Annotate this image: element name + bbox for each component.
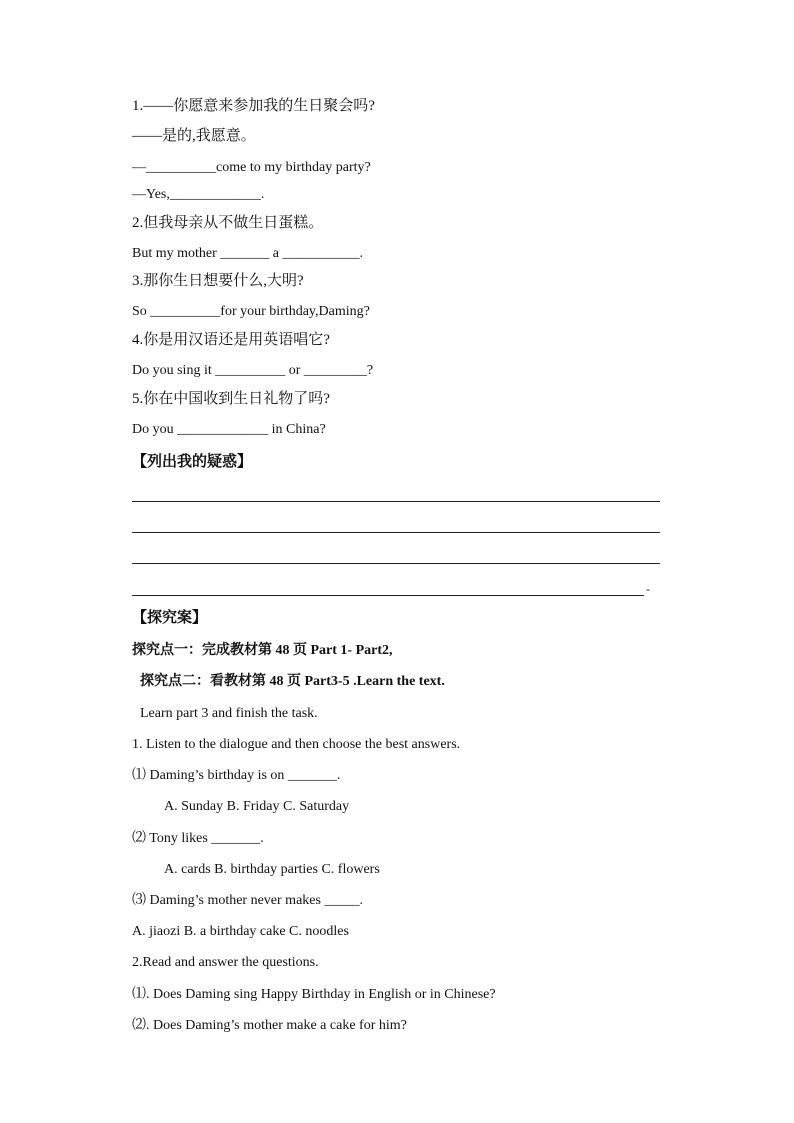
task-2-instruction: 2.Read and answer the questions. [132,955,319,970]
q1-chinese-reply: ——是的,我愿意。 [132,128,256,144]
q1-english: —__________come to my birthday party? [132,160,371,175]
explore-point-2: 探究点二：看教材第 48 页 Part3-5 .Learn the text. [140,674,445,689]
item-2-options: A. cards B. birthday parties C. flowers [164,862,380,877]
doubts-writing-line-1[interactable] [132,501,660,502]
doubts-writing-line-3[interactable] [132,563,660,564]
item-1-question: ⑴ Daming’s birthday is on _______. [132,768,341,783]
doubts-writing-line-4[interactable] [132,595,644,596]
item-3-options: A. jiaozi B. a birthday cake C. noodles [132,924,349,939]
q4-chinese: 4.你是用汉语还是用英语唱它? [132,332,330,348]
item-3-question: ⑶ Daming’s mother never makes _____. [132,893,363,908]
q1-chinese: 1.——你愿意来参加我的生日聚会吗? [132,98,375,114]
item-2-question: ⑵ Tony likes _______. [132,831,264,846]
q5-chinese: 5.你在中国收到生日礼物了吗? [132,391,330,407]
doubts-heading: 【列出我的疑惑】 [132,454,253,470]
item-1-options: A. Sunday B. Friday C. Saturday [164,799,350,814]
task-1-instruction: 1. Listen to the dialogue and then choose the best answers. [132,737,461,752]
q4-english: Do you sing it __________ or _________? [132,363,374,378]
explore-intro: Learn part 3 and finish the task. [140,706,318,721]
doubts-trailing-mark: - [646,582,650,596]
reading-question-2: ⑵. Does Daming’s mother make a cake for him? [132,1018,407,1033]
q1-english-reply: —Yes,_____________. [132,187,265,202]
explore-heading: 【探究案】 [132,610,208,626]
q3-english: So __________for your birthday,Daming? [132,304,370,319]
q2-chinese: 2.但我母亲从不做生日蛋糕。 [132,215,324,231]
explore-point-1: 探究点一：完成教材第 48 页 Part 1- Part2, [132,643,393,658]
reading-question-1: ⑴. Does Daming sing Happy Birthday in English or in Chinese? [132,987,496,1002]
q5-english: Do you _____________ in China? [132,422,326,437]
q3-chinese: 3.那你生日想要什么,大明? [132,273,304,289]
doubts-writing-line-2[interactable] [132,532,660,533]
q2-english: But my mother _______ a ___________. [132,246,363,261]
